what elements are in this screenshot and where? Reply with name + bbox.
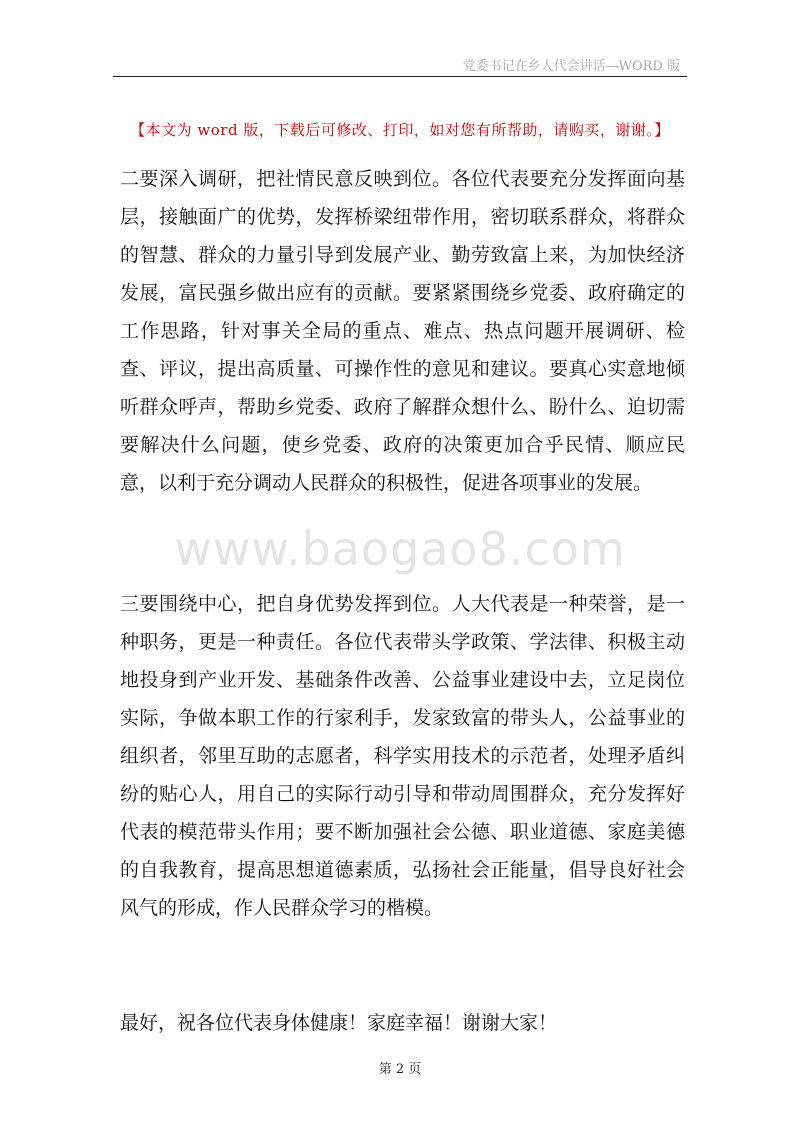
watermark-text: www.baogao8.com [174,522,626,576]
body-paragraph-1: 二要深入调研，把社情民意反映到位。各位代表要充分发挥面向基层，接触面广的优势，发挥桥梁纽带作用，密切联系群众，将群众的智慧、群众的力量引导到发展产业、勤劳致富上来，为加快经济发展，富民强乡做出应有的贡献。要紧紧围绕乡党委、政府确定的工作思路，针对事关全局的重点、难点、热点问题开展调研、检查、评议，提出高质量、可操作性的意见和建议。要真心实意地倾听群众呼声，帮助乡党委、政府了解群众想什么、盼什么、迫切需要解决什么问题，使乡党委、政府的决策更加合乎民情、顺应民意，以利于充分调动人民群众的积极性，促进各项事业的发展。 [120,168,685,494]
body-paragraph-2: 三要围绕中心，把自身优势发挥到位。人大代表是一种荣誉，是一种职务，更是一种责任。各位代表带头学政策、学法律、积极主动地投身到产业开发、基础条件改善、公益事业建设中去，立足岗位实际，争做本职工作的行家利手，发家致富的带头人，公益事业的组织者，邻里互助的志愿者，科学实用技术的示范者，处理矛盾纠纷的贴心人，用自己的实际行动引导和带动周围群众，充分发挥好代表的模范带头作用；要不断加强社会公德、职业道德、家庭美德的自我教育，提高思想道德素质，弘扬社会正能量，倡导良好社会风气的形成，作人民群众学习的楷模。 [120,593,685,919]
document-header-title: 党委书记在乡人代会讲话—WORD 版 [462,59,680,74]
body-paragraph-3: 最好，祝各位代表身体健康！家庭幸福！谢谢大家！ [120,1012,558,1034]
header-divider [113,76,687,77]
download-notice: 【本文为 word 版，下载后可修改、打印，如对您有所帮助，请购买，谢谢。】 [130,121,670,139]
page-number: 第 2 页 [378,1062,422,1077]
